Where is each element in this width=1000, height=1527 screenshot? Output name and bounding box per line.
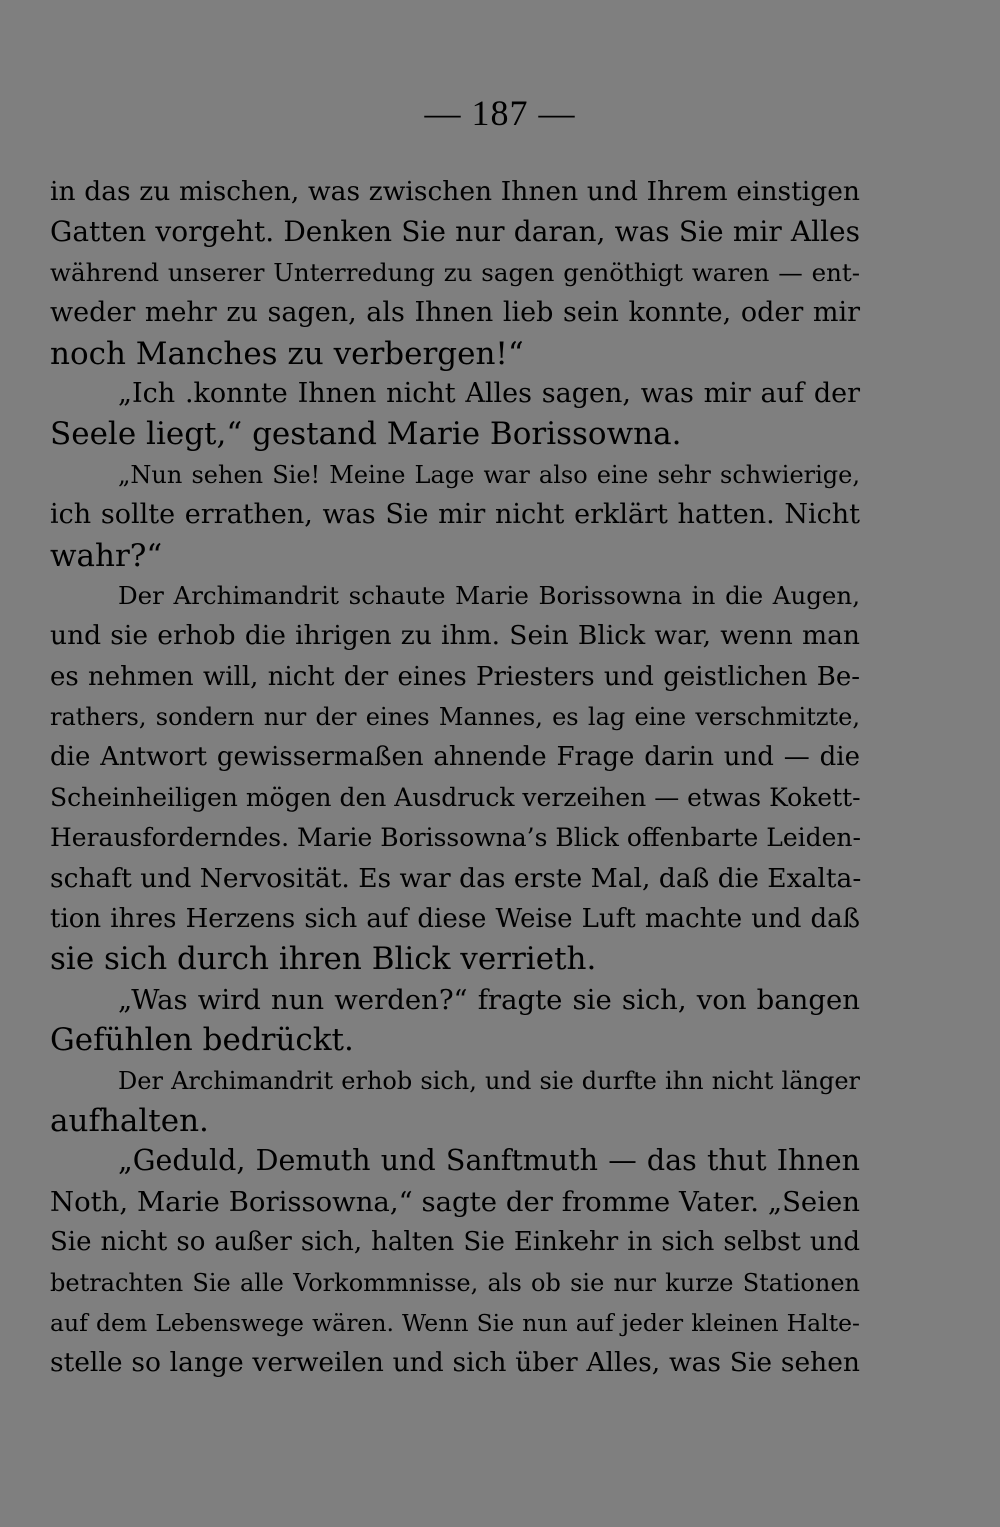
text-line: Sie nicht so außer sich, halten Sie Einkehr in sich selbst und bbox=[50, 1227, 860, 1258]
text-line: Gatten vorgeht. Denken Sie nur daran, was Sie mir Alles bbox=[50, 215, 860, 249]
text-line: während unserer Unterredung zu sagen genöthigt waren — ent- bbox=[50, 257, 860, 287]
text-line: wahr?“ bbox=[50, 537, 163, 574]
text-line: auf dem Lebenswege wären. Wenn Sie nun auf jeder kleinen Halte- bbox=[50, 1308, 860, 1337]
text-line: Herausforderndes. Marie Borissowna’s Blick offenbarte Leiden- bbox=[50, 823, 861, 853]
text-line: betrachten Sie alle Vorkommnisse, als ob sie nur kurze Stationen bbox=[50, 1268, 860, 1297]
body-text bbox=[50, 172, 860, 1384]
text-line: Noth, Marie Borissowna,“ sagte der fromme Vater. „Seien bbox=[50, 1185, 860, 1218]
text-line: in das zu mischen, was zwischen Ihnen und Ihrem einstigen bbox=[50, 176, 860, 207]
text-line: tion ihres Herzens sich auf diese Weise Luft machte und daß bbox=[50, 904, 860, 935]
text-line: Der Archimandrit schaute Marie Borissowna in die Augen, bbox=[118, 580, 860, 610]
text-line: stelle so lange verweilen und sich über Alles, was Sie sehen bbox=[50, 1347, 860, 1379]
text-line: aufhalten. bbox=[50, 1102, 209, 1139]
text-line: ich sollte errathen, was Sie mir nicht erklärt hatten. Nicht bbox=[50, 499, 860, 531]
text-line: rathers, sondern nur der eines Mannes, es lag eine verschmitzte, bbox=[50, 703, 860, 732]
text-line: sie sich durch ihren Blick verrieth. bbox=[50, 941, 597, 978]
text-line: Gefühlen bedrückt. bbox=[50, 1022, 354, 1059]
text-line: Scheinheiligen mögen den Ausdruck verzeihen — etwas Kokett- bbox=[50, 782, 861, 812]
page-number: — 187 — bbox=[424, 93, 576, 133]
text-line: Der Archimandrit erhob sich, und sie durfte ihn nicht länger bbox=[118, 1066, 860, 1095]
text-line: „Ich .konnte Ihnen nicht Alles sagen, was mir auf der bbox=[118, 377, 860, 409]
text-line: „Was wird nun werden?“ fragte sie sich, von bangen bbox=[118, 983, 860, 1016]
text-line: und sie erhob die ihrigen zu ihm. Sein Blick war, wenn man bbox=[50, 620, 860, 652]
text-line: die Antwort gewissermaßen ahnende Frage darin und — die bbox=[50, 742, 860, 773]
text-line: weder mehr zu sagen, als Ihnen lieb sein konnte, oder mir bbox=[50, 297, 860, 329]
text-line: „Nun sehen Sie! Meine Lage war also eine sehr schwierige, bbox=[118, 460, 860, 489]
text-line: noch Manches zu verbergen!“ bbox=[50, 335, 524, 372]
text-line: es nehmen will, nicht der eines Priesters und geistlichen Be- bbox=[50, 661, 860, 692]
text-line: „Geduld, Demuth und Sanftmuth — das thut Ihnen bbox=[118, 1144, 860, 1178]
text-line: Seele liegt,“ gestand Marie Borissowna. bbox=[50, 416, 682, 453]
text-line: schaft und Nervosität. Es war das erste Mal, daß die Exalta- bbox=[50, 862, 862, 894]
